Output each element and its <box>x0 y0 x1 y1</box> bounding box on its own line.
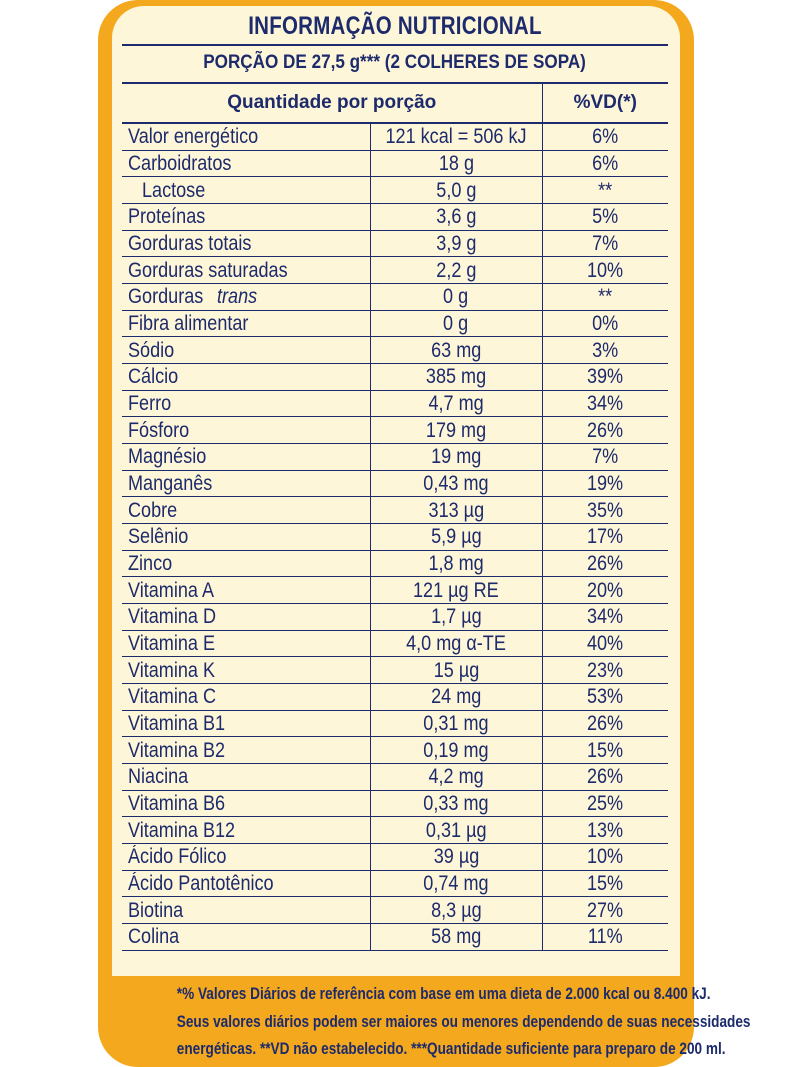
table-row <box>122 764 668 791</box>
nutrient-vd-text: 15% <box>587 872 624 896</box>
footnote <box>122 980 751 1063</box>
table-row <box>122 470 668 497</box>
nutrition-label <box>122 8 668 951</box>
nutrient-vd-text: 5% <box>592 205 619 229</box>
nutrient-vd <box>542 470 668 497</box>
nutrient-vd <box>542 870 668 897</box>
nutrient-name <box>122 444 370 471</box>
nutrient-amount-text: 18 g <box>438 152 474 175</box>
footnote-line-3: energéticas. **VD não estabelecido. ***Quantidade suficiente para preparo de 200 ml. <box>176 1039 726 1058</box>
nutrient-amount-text: 3,9 g <box>435 232 477 256</box>
nutrient-amount <box>370 150 542 177</box>
nutrient-vd <box>542 417 668 444</box>
nutrient-amount <box>370 790 542 817</box>
nutrient-vd-text: 53% <box>587 685 624 709</box>
table-row <box>122 123 668 150</box>
table-row <box>122 844 668 871</box>
nutrient-amount <box>370 577 542 604</box>
nutrient-name-text: Niacina <box>128 765 189 789</box>
nutrient-name-text: Manganês <box>128 472 213 496</box>
table-row <box>122 657 668 684</box>
nutrient-amount-text: 0,33 mg <box>423 792 489 816</box>
nutrient-vd-text: 40% <box>587 632 624 656</box>
nutrient-amount <box>370 710 542 737</box>
nutrient-name-text: Cobre <box>128 498 178 522</box>
nutrient-amount-text: 39 µg <box>433 845 479 869</box>
table-row <box>122 150 668 177</box>
table-row <box>122 897 668 924</box>
nutrient-amount-text: 63 mg <box>430 338 482 362</box>
nutrient-vd <box>542 497 668 524</box>
nutrient-vd <box>542 897 668 924</box>
nutrient-name <box>122 524 370 551</box>
nutrient-name-text: Vitamina C <box>128 685 217 709</box>
header-quantity: Quantidade por porção <box>122 84 542 123</box>
header-vd: %VD(*) <box>542 84 668 123</box>
nutrient-amount-text: 1,7 µg <box>430 605 482 629</box>
nutrient-name-text: Biotina <box>128 898 184 922</box>
nutrient-amount-text: 3,6 g <box>435 205 477 229</box>
nutrient-vd-text: 7% <box>592 445 619 469</box>
nutrient-amount-text: 0 g <box>443 285 469 309</box>
nutrient-amount <box>370 524 542 551</box>
nutrient-amount-text: 179 mg <box>425 418 487 442</box>
nutrient-name <box>122 230 370 257</box>
nutrient-amount <box>370 604 542 631</box>
nutrient-name-text: Gorduras <box>128 285 204 309</box>
nutrient-vd-text: 20% <box>587 578 624 602</box>
nutrient-vd <box>542 817 668 844</box>
nutrient-amount <box>370 897 542 924</box>
nutrient-amount <box>370 390 542 417</box>
table-row <box>122 524 668 551</box>
nutrient-name <box>122 817 370 844</box>
nutrient-amount-text: 4,7 mg <box>428 392 484 416</box>
nutrient-amount-text: 0,31 µg <box>425 818 487 842</box>
table-row <box>122 684 668 711</box>
table-row <box>122 444 668 471</box>
nutrient-vd <box>542 204 668 231</box>
nutrient-vd <box>542 924 668 951</box>
nutrient-vd-text: 26% <box>587 765 624 789</box>
table-row <box>122 177 668 204</box>
nutrient-amount-text: 385 mg <box>425 365 487 389</box>
nutrient-amount-text: 4,2 mg <box>428 765 484 789</box>
nutrient-name <box>122 764 370 791</box>
nutrient-name <box>122 550 370 577</box>
nutrient-amount-text: 121 kcal = 506 kJ <box>385 125 527 149</box>
table-header-row <box>122 84 668 123</box>
nutrient-name-text: Vitamina E <box>128 632 216 656</box>
nutrient-vd <box>542 364 668 391</box>
nutrient-name <box>122 844 370 871</box>
nutrient-name-text: Lactose <box>142 178 206 202</box>
nutrient-amount-text: 0 g <box>443 312 469 336</box>
nutrient-vd-text: 15% <box>587 738 624 762</box>
nutrient-vd <box>542 790 668 817</box>
nutrient-name <box>122 657 370 684</box>
table-row <box>122 737 668 764</box>
serving-size <box>122 44 668 84</box>
nutrient-name-text: Ácido Pantotênico <box>128 872 274 896</box>
nutrient-vd-text: 3% <box>592 338 619 362</box>
serving-size-text: PORÇÃO DE 27,5 g*** (2 COLHERES DE SOPA) <box>203 52 587 73</box>
nutrient-vd <box>542 630 668 657</box>
nutrient-vd <box>542 444 668 471</box>
nutrient-name-text: Fósforo <box>128 418 190 442</box>
nutrient-name-text: Gorduras saturadas <box>128 258 288 282</box>
nutrient-amount <box>370 497 542 524</box>
table-row <box>122 790 668 817</box>
nutrient-amount <box>370 417 542 444</box>
nutrient-name-text: Carboidratos <box>128 152 232 175</box>
nutrient-name <box>122 337 370 364</box>
nutrient-vd-text: 10% <box>587 845 624 869</box>
nutrient-vd-text: ** <box>598 178 613 202</box>
table-row <box>122 417 668 444</box>
nutrient-vd-text: 35% <box>587 498 624 522</box>
nutrient-vd <box>542 604 668 631</box>
nutrient-name-text: Vitamina K <box>128 658 216 682</box>
nutrient-name-text: Colina <box>128 925 180 949</box>
table-row <box>122 630 668 657</box>
nutrient-amount <box>370 310 542 337</box>
nutrient-name <box>122 417 370 444</box>
nutrient-name-text: Magnésio <box>128 445 207 469</box>
table-row <box>122 710 668 737</box>
nutrient-amount <box>370 204 542 231</box>
nutrient-vd-text: 7% <box>592 232 619 256</box>
nutrient-amount <box>370 870 542 897</box>
table-row <box>122 870 668 897</box>
nutrient-vd <box>542 844 668 871</box>
nutrient-name-text: Valor energético <box>128 125 259 149</box>
nutrient-name-suffix <box>212 284 257 309</box>
nutrient-vd-text: 25% <box>587 792 624 816</box>
nutrient-amount <box>370 737 542 764</box>
nutrient-name-italic: trans <box>216 285 257 309</box>
nutrition-rows <box>122 123 668 950</box>
footnote-line-1: *% Valores Diários de referência com base em uma dieta de 2.000 kcal ou 8.400 kJ. <box>176 984 711 1003</box>
nutrient-amount <box>370 684 542 711</box>
nutrient-amount-text: 4,0 mg α-TE <box>406 632 506 656</box>
nutrient-name-text: Selênio <box>128 525 189 549</box>
nutrient-amount-text: 15 µg <box>433 658 479 682</box>
nutrient-vd <box>542 390 668 417</box>
nutrient-amount <box>370 257 542 284</box>
nutrient-vd-text: 26% <box>587 712 624 736</box>
nutrient-name <box>122 123 370 150</box>
nutrient-name-text: Proteínas <box>128 205 206 229</box>
nutrient-amount <box>370 924 542 951</box>
nutrient-amount-text: 0,31 mg <box>423 712 489 736</box>
nutrient-amount-text: 58 mg <box>430 925 482 949</box>
nutrient-vd <box>542 737 668 764</box>
nutrient-amount <box>370 123 542 150</box>
table-row <box>122 604 668 631</box>
nutrient-name-text: Cálcio <box>128 365 179 389</box>
nutrient-amount-text: 313 µg <box>428 498 484 522</box>
nutrient-vd <box>542 577 668 604</box>
nutrient-vd-text: 10% <box>587 258 624 282</box>
nutrient-vd-text: 17% <box>587 525 624 549</box>
nutrient-name <box>122 737 370 764</box>
nutrient-vd-text: 13% <box>587 818 624 842</box>
nutrient-amount <box>370 444 542 471</box>
nutrient-name <box>122 497 370 524</box>
nutrient-amount <box>370 844 542 871</box>
nutrient-amount-text: 0,74 mg <box>423 872 489 896</box>
nutrient-amount <box>370 817 542 844</box>
nutrient-vd <box>542 550 668 577</box>
nutrient-vd <box>542 257 668 284</box>
nutrient-vd-text: 26% <box>587 552 624 576</box>
nutrient-amount <box>370 337 542 364</box>
table-row <box>122 310 668 337</box>
nutrient-amount-text: 1,8 mg <box>428 552 484 576</box>
nutrient-vd <box>542 524 668 551</box>
nutrient-vd-text: 39% <box>587 365 624 389</box>
nutrient-name <box>122 710 370 737</box>
nutrient-name-text: Vitamina B2 <box>128 738 226 762</box>
nutrient-vd <box>542 230 668 257</box>
nutrient-amount-text: 19 mg <box>430 445 482 469</box>
table-row <box>122 230 668 257</box>
nutrient-vd-text: 34% <box>587 392 624 416</box>
nutrient-name-text: Zinco <box>128 552 173 576</box>
nutrient-vd-text: 6% <box>592 125 619 149</box>
nutrient-name <box>122 310 370 337</box>
nutrient-vd-text: ** <box>598 285 613 309</box>
table-row <box>122 337 668 364</box>
nutrient-amount-text: 0,43 mg <box>423 472 489 496</box>
nutrient-amount <box>370 230 542 257</box>
nutrient-vd-text: 0% <box>592 312 619 336</box>
nutrient-name-text: Sódio <box>128 338 175 362</box>
nutrient-amount <box>370 764 542 791</box>
nutrient-name-text: Ácido Fólico <box>128 845 227 869</box>
table-row <box>122 577 668 604</box>
nutrient-amount <box>370 470 542 497</box>
nutrient-amount <box>370 364 542 391</box>
nutrient-name <box>122 924 370 951</box>
nutrient-amount-text: 2,2 g <box>435 258 477 282</box>
nutrient-name-text: Vitamina B6 <box>128 792 226 816</box>
nutrient-vd <box>542 123 668 150</box>
nutrient-name-text: Fibra alimentar <box>128 312 249 336</box>
nutrient-amount-text: 5,9 µg <box>430 525 482 549</box>
nutrient-name <box>122 790 370 817</box>
nutrient-amount <box>370 284 542 311</box>
table-row <box>122 924 668 951</box>
nutrient-name <box>122 577 370 604</box>
nutrient-amount-text: 121 µg RE <box>413 578 499 602</box>
nutrient-vd-text: 19% <box>587 472 624 496</box>
nutrient-name-text: Vitamina D <box>128 605 217 629</box>
nutrient-vd <box>542 150 668 177</box>
nutrient-vd <box>542 710 668 737</box>
nutrient-name <box>122 684 370 711</box>
table-row <box>122 364 668 391</box>
label-title: INFORMAÇÃO NUTRICIONAL <box>248 12 542 40</box>
nutrition-table <box>122 84 668 951</box>
nutrient-name <box>122 630 370 657</box>
nutrient-name <box>122 177 370 204</box>
nutrient-name <box>122 870 370 897</box>
table-row <box>122 257 668 284</box>
nutrient-vd <box>542 684 668 711</box>
nutrient-amount-text: 0,19 mg <box>423 738 489 762</box>
nutrient-amount <box>370 177 542 204</box>
nutrient-name <box>122 257 370 284</box>
nutrient-vd <box>542 337 668 364</box>
nutrient-vd <box>542 177 668 204</box>
nutrient-amount <box>370 550 542 577</box>
table-row <box>122 497 668 524</box>
nutrient-name <box>122 604 370 631</box>
nutrient-amount-text: 8,3 µg <box>430 898 482 922</box>
nutrient-vd-text: 6% <box>592 152 619 175</box>
table-row <box>122 550 668 577</box>
nutrient-vd <box>542 764 668 791</box>
nutrient-vd-text: 11% <box>587 925 623 949</box>
nutrient-name-text: Vitamina A <box>128 578 215 602</box>
nutrient-vd-text: 27% <box>587 898 624 922</box>
table-row <box>122 204 668 231</box>
nutrient-vd-text: 34% <box>587 605 624 629</box>
nutrient-vd-text: 23% <box>587 658 624 682</box>
nutrient-name-text: Gorduras totais <box>128 232 252 256</box>
nutrient-name-text: Vitamina B1 <box>128 712 226 736</box>
nutrient-name-text: Ferro <box>128 392 172 416</box>
nutrient-name <box>122 364 370 391</box>
nutrient-vd <box>542 657 668 684</box>
nutrient-name <box>122 150 370 177</box>
nutrient-name <box>122 284 370 311</box>
nutrient-name-text: Vitamina B12 <box>128 818 236 842</box>
nutrient-name <box>122 897 370 924</box>
nutrient-vd-text: 26% <box>587 418 624 442</box>
table-row <box>122 817 668 844</box>
table-row <box>122 284 668 311</box>
nutrient-amount <box>370 630 542 657</box>
nutrient-amount <box>370 657 542 684</box>
nutrient-name <box>122 470 370 497</box>
nutrient-vd <box>542 310 668 337</box>
nutrient-amount-text: 24 mg <box>430 685 482 709</box>
nutrient-amount-text: 5,0 g <box>435 178 477 202</box>
table-row <box>122 390 668 417</box>
nutrient-name <box>122 390 370 417</box>
footnote-line-2: Seus valores diários podem ser maiores ou menores dependendo de suas necessidades <box>176 1011 751 1031</box>
nutrient-vd <box>542 284 668 311</box>
nutrient-name <box>122 204 370 231</box>
